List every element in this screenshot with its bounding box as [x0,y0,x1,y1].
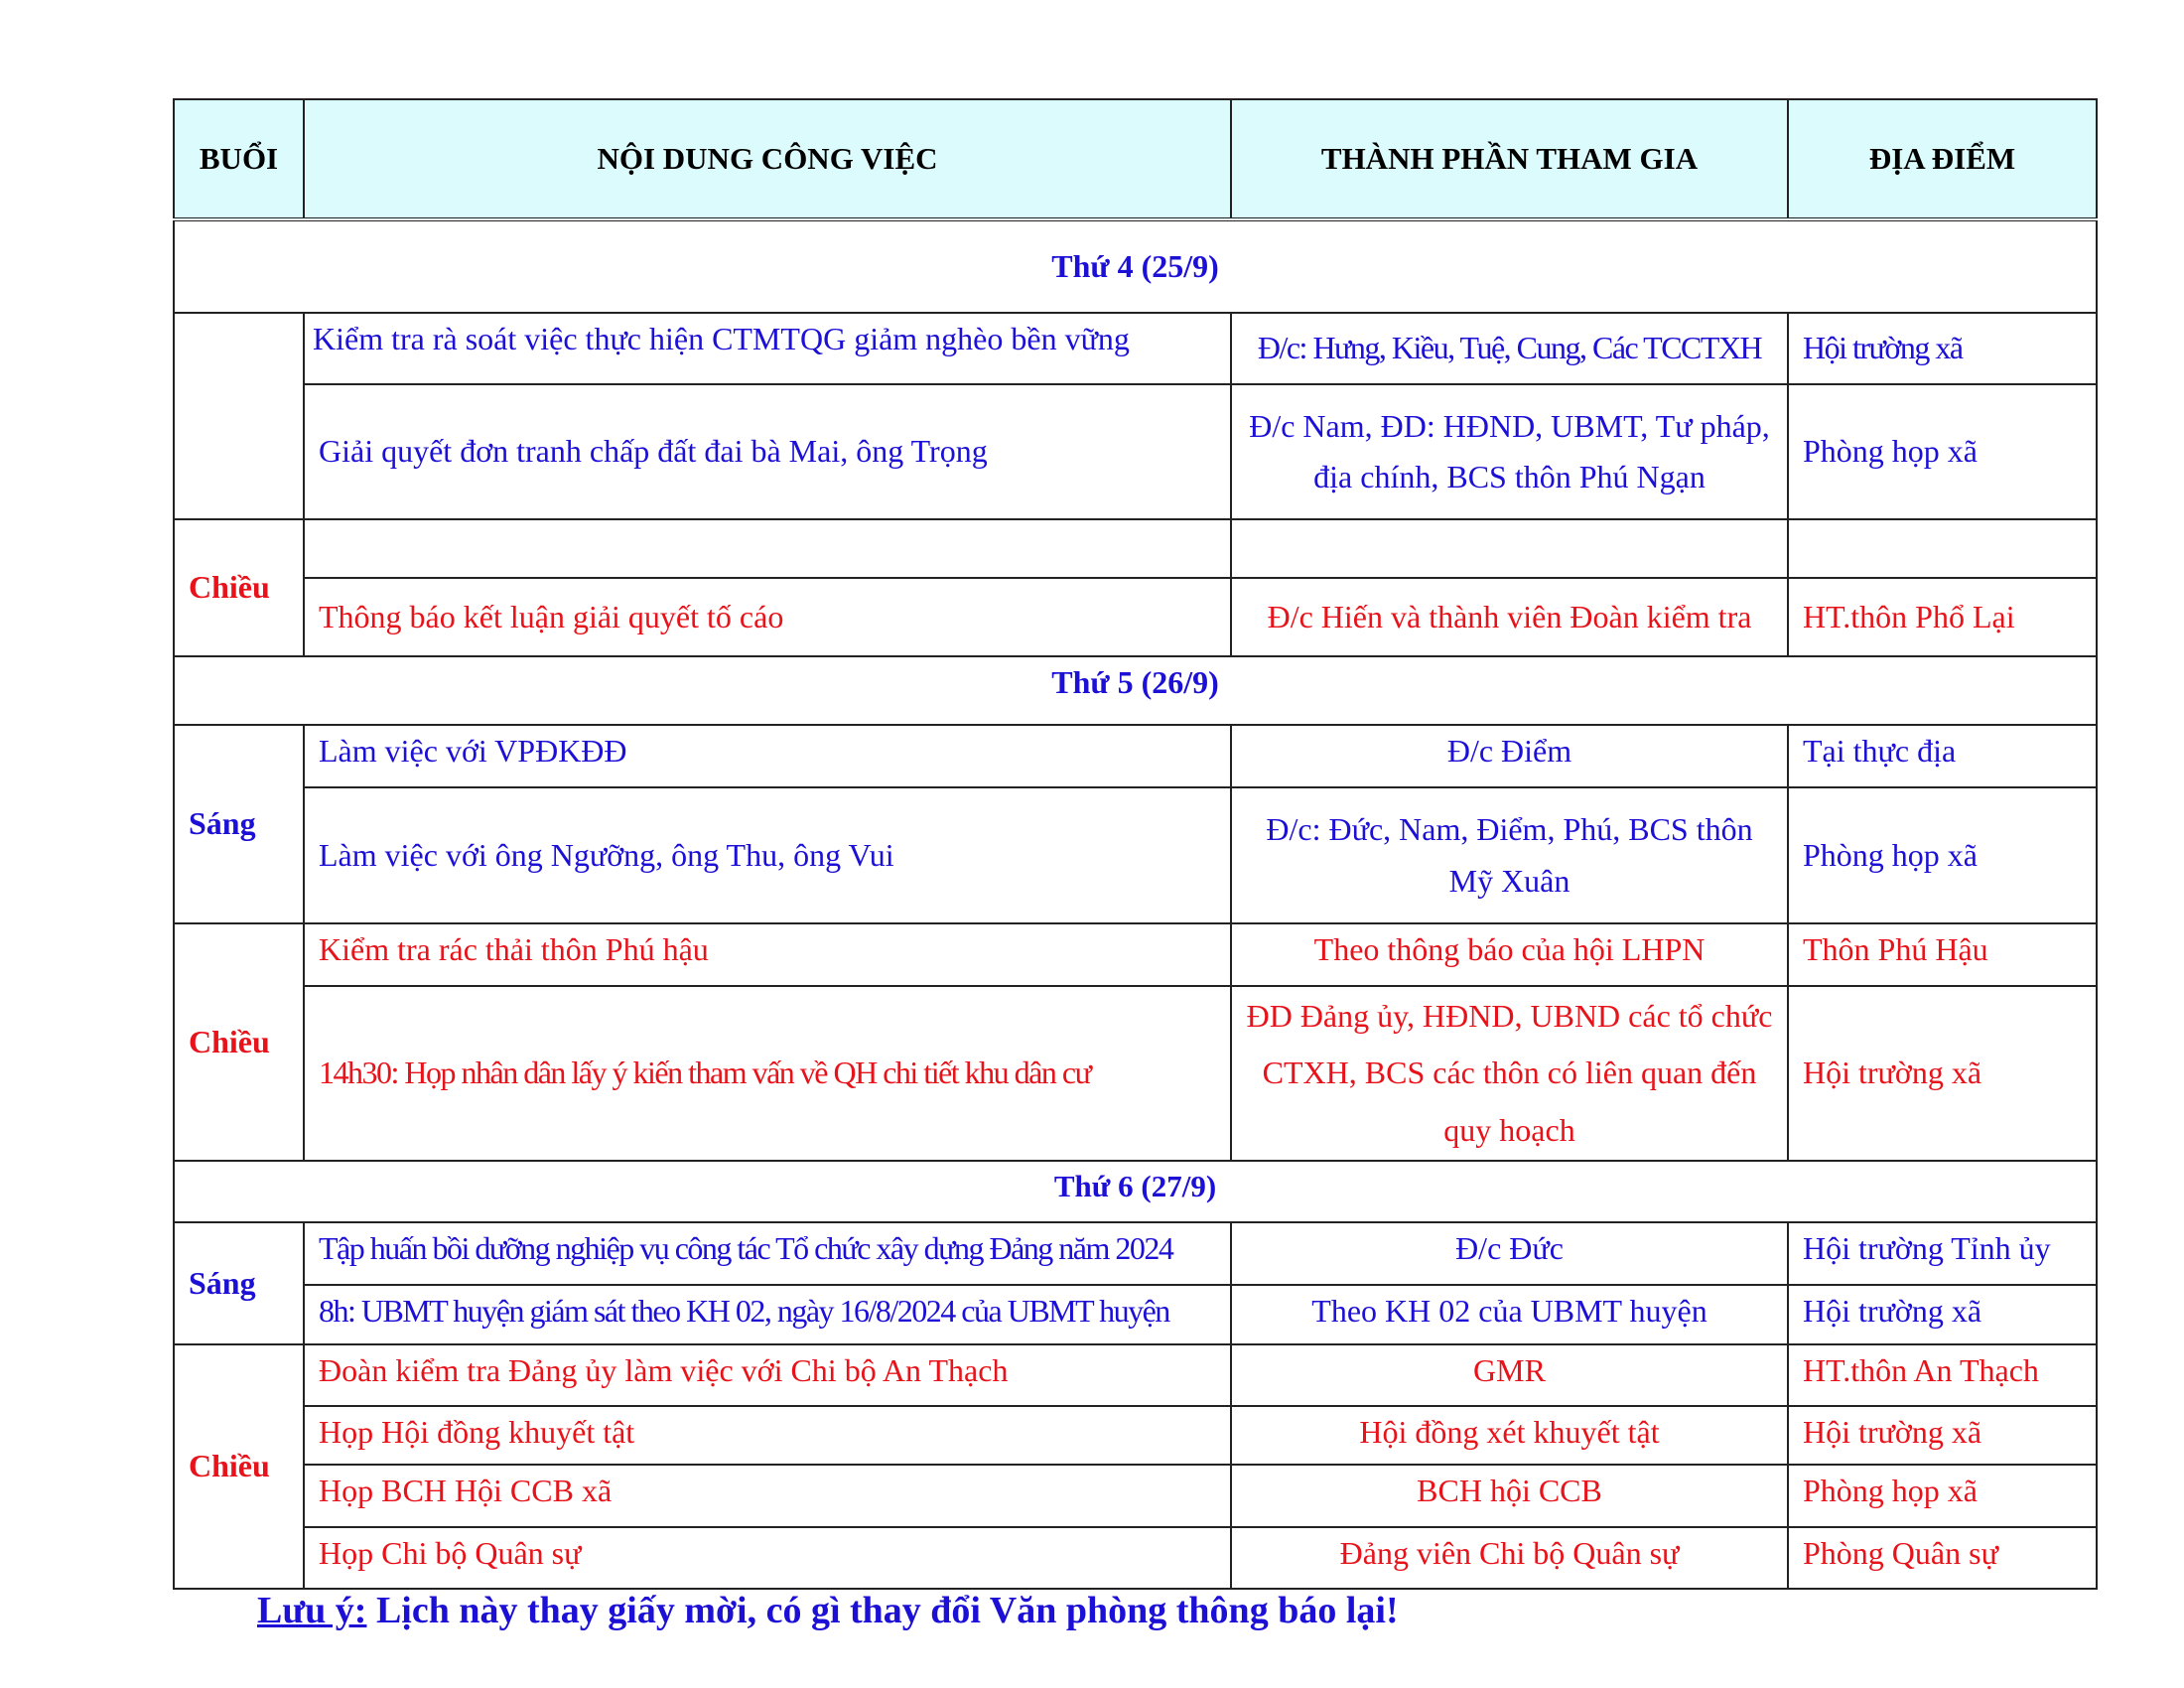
content-cell: Kiểm tra rác thải thôn Phú hậu [304,923,1231,986]
day-title: Thứ 6 (27/9) [174,1161,2097,1222]
content-cell: Tập huấn bồi dưỡng nghiệp vụ công tác Tổ chức xây dựng Đảng năm 2024 [304,1222,1231,1285]
table-row [174,1406,2097,1465]
header-diadiem: ĐỊA ĐIỂM [1788,99,2097,219]
participants-cell [1231,519,1788,578]
content-cell: Họp Chi bộ Quân sự [304,1527,1231,1589]
table-row [174,1222,2097,1285]
day-row [174,1161,2097,1222]
schedule-table [173,98,2098,1590]
note-text: Lịch này thay giấy mời, có gì thay đổi Văn phòng thông báo lại! [366,1590,1399,1631]
location-cell [1788,519,2097,578]
content-cell: Thông báo kết luận giải quyết tố cáo [304,578,1231,656]
participants-cell: Đ/c: Hưng, Kiều, Tuệ, Cung, Các TCCTXH [1231,313,1788,384]
participants-cell: Đ/c Đức [1231,1222,1788,1285]
location-cell: Phòng họp xã [1788,787,2097,923]
participants-cell: Theo thông báo của hội LHPN [1231,923,1788,986]
header-noidung: NỘI DUNG CÔNG VIỆC [304,99,1231,219]
header-buoi: BUỔI [174,99,304,219]
participants-cell: Đ/c Nam, ĐD: HĐND, UBMT, Tư pháp, địa chính, BCS thôn Phú Ngạn [1231,384,1788,519]
location-cell: Hội trường xã [1788,1285,2097,1344]
content-cell: Kiểm tra rà soát việc thực hiện CTMTQG giảm nghèo bền vững [304,313,1231,384]
content-cell: 8h: UBMT huyện giám sát theo KH 02, ngày 16/8/2024 của UBMT huyện [304,1285,1231,1344]
participants-cell: GMR [1231,1344,1788,1406]
participants-cell: Theo KH 02 của UBMT huyện [1231,1285,1788,1344]
table-row [174,986,2097,1161]
session-label: Chiều [174,923,304,1161]
table-row [174,1344,2097,1406]
location-cell: Hội trường xã [1788,1406,2097,1465]
day-title: Thứ 5 (26/9) [174,656,2097,725]
participants-cell: Đảng viên Chi bộ Quân sự [1231,1527,1788,1589]
location-cell: Phòng họp xã [1788,1465,2097,1527]
location-cell: Phòng họp xã [1788,384,2097,519]
location-cell: Hội trường xã [1788,313,2097,384]
day-title: Thứ 4 (25/9) [174,219,2097,313]
table-row [174,519,2097,578]
location-cell: HT.thôn Phổ Lại [1788,578,2097,656]
content-cell: Họp Hội đồng khuyết tật [304,1406,1231,1465]
content-cell: Giải quyết đơn tranh chấp đất đai bà Mai, ông Trọng [304,384,1231,519]
location-cell: Tại thực địa [1788,725,2097,787]
participants-cell: Đ/c: Đức, Nam, Điểm, Phú, BCS thôn Mỹ Xuân [1231,787,1788,923]
session-label: Sáng [174,1222,304,1344]
participants-cell: Hội đồng xét khuyết tật [1231,1406,1788,1465]
table-row [174,1465,2097,1527]
header-thanhphan: THÀNH PHẦN THAM GIA [1231,99,1788,219]
table-row [174,578,2097,656]
content-cell: Làm việc với VPĐKĐĐ [304,725,1231,787]
location-cell: Thôn Phú Hậu [1788,923,2097,986]
table-row [174,725,2097,787]
content-cell: Làm việc với ông Ngưỡng, ông Thu, ông Vui [304,787,1231,923]
session-cell [174,313,304,519]
note-label: Lưu ý: [257,1590,367,1631]
content-cell: Họp BCH Hội CCB xã [304,1465,1231,1527]
location-cell: HT.thôn An Thạch [1788,1344,2097,1406]
table-row [174,313,2097,384]
content-cell: Đoàn kiểm tra Đảng ủy làm việc với Chi bộ An Thạch [304,1344,1231,1406]
header-row [174,99,2097,219]
session-label: Sáng [174,725,304,923]
session-label: Chiều [174,519,304,656]
day-row [174,656,2097,725]
table-row [174,923,2097,986]
table-row [174,384,2097,519]
day-row [174,219,2097,313]
participants-cell: Đ/c Hiến và thành viên Đoàn kiểm tra [1231,578,1788,656]
footer-note [257,1589,1399,1632]
content-cell: 14h30: Họp nhân dân lấy ý kiến tham vấn về QH chi tiết khu dân cư [304,986,1231,1161]
participants-cell: ĐD Đảng ủy, HĐND, UBND các tổ chức CTXH, BCS các thôn có liên quan đến quy hoạch [1231,986,1788,1161]
location-cell: Hội trường xã [1788,986,2097,1161]
location-cell: Phòng Quân sự [1788,1527,2097,1589]
content-cell [304,519,1231,578]
location-cell: Hội trường Tỉnh ủy [1788,1222,2097,1285]
participants-cell: Đ/c Điểm [1231,725,1788,787]
session-label: Chiều [174,1344,304,1589]
table-row [174,1527,2097,1589]
table-row [174,1285,2097,1344]
table-row [174,787,2097,923]
participants-cell: BCH hội CCB [1231,1465,1788,1527]
